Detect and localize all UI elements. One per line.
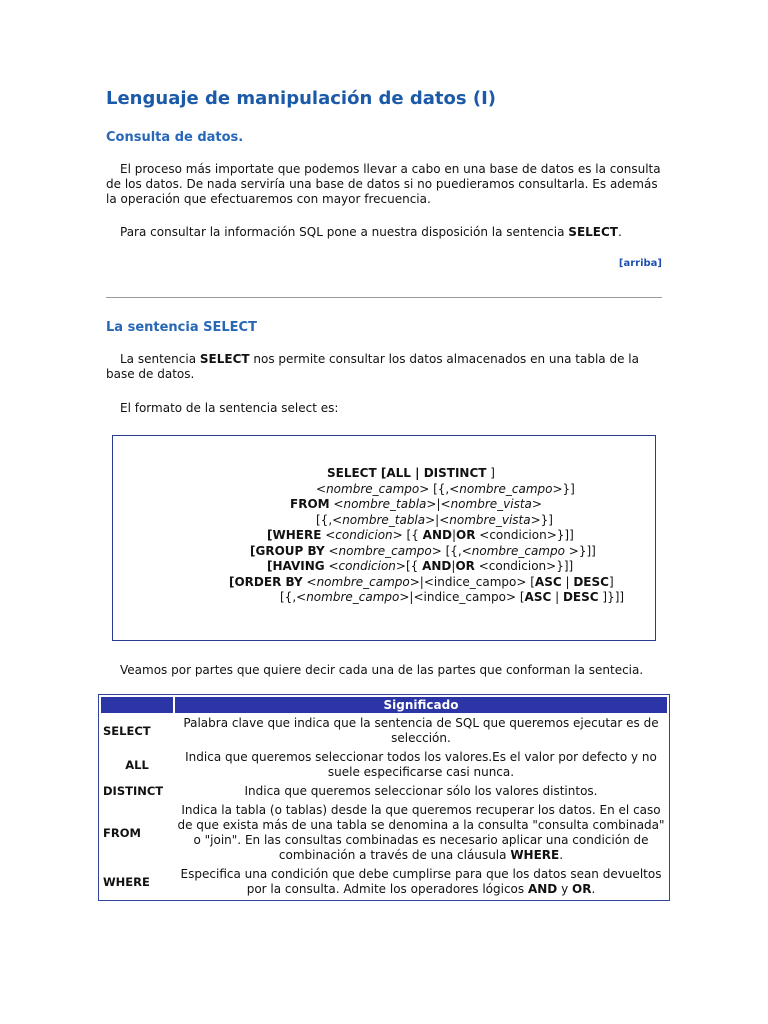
table-header-meaning: Significado bbox=[175, 697, 667, 713]
table-cell-keyword: WHERE bbox=[103, 874, 150, 889]
table-cell-keyword: DISTINCT bbox=[103, 784, 164, 798]
syntax-line-from: FROM <nombre_tabla>|<nombre_vista> bbox=[290, 497, 542, 511]
keyword-select: SELECT bbox=[568, 225, 618, 239]
page-title: Lenguaje de manipulación de datos (I) bbox=[106, 88, 497, 109]
meaning-table bbox=[98, 694, 670, 901]
paragraph-parts: Veamos por partes que quiere decir cada una de las partes que conforman la sentecia. bbox=[120, 663, 644, 677]
syntax-line-select: SELECT [ALL | DISTINCT ] bbox=[327, 466, 495, 480]
table-cell-keyword: ALL bbox=[125, 757, 149, 772]
table-header-row bbox=[101, 697, 667, 713]
paragraph-select-intro: Para consultar la información SQL pone a nuestra disposición la sentencia SELECT. bbox=[120, 225, 622, 239]
table-header-keyword bbox=[101, 697, 173, 713]
section-heading-consulta: Consulta de datos. bbox=[106, 130, 244, 145]
divider bbox=[106, 297, 662, 298]
table-cell-description: Indica que queremos seleccionar sólo los valores distintos. bbox=[244, 784, 598, 798]
syntax-line-having: [HAVING <condicion>[{ AND|OR <condicion>}]] bbox=[267, 559, 574, 573]
syntax-line-order-by: [ORDER BY <nombre_campo>|<indice_campo> [ASC | DESC] bbox=[229, 575, 614, 589]
back-to-top-link[interactable]: [arriba] bbox=[618, 258, 662, 269]
table-row bbox=[101, 802, 667, 864]
paragraph-intro: El proceso más importate que podemos llevar a cabo en una base de datos es la consulta de los datos. De nada serviría una base de datos si no puedieramos consultarla. Es además la operación que efectuaremos con mayor frecuencia. bbox=[106, 162, 661, 206]
syntax-box bbox=[112, 435, 656, 641]
table-row bbox=[101, 749, 667, 781]
syntax-line-order-more: [{,<nombre_campo>|<indice_campo> [ASC | DESC ]}]] bbox=[280, 590, 625, 604]
table-cell-description: Palabra clave que indica que la sentencia de SQL que queremos ejecutar es de selección. bbox=[183, 716, 659, 745]
table-row bbox=[101, 866, 667, 898]
syntax-line-fields: <nombre_campo> [{,<nombre_campo>}] bbox=[316, 482, 575, 496]
keyword-select: SELECT bbox=[199, 352, 250, 366]
paragraph-select-description: La sentencia SELECT nos permite consultar los datos almacenados en una tabla de la base de datos. bbox=[106, 352, 639, 381]
table-cell-description: Indica que queremos seleccionar todos los valores.Es el valor por defecto y no suele especificarse casi nunca. bbox=[185, 750, 657, 779]
table-cell-description: Indica la tabla (o tablas) desde la que queremos recuperar los datos. En el caso de que exista más de una tabla se denomina a la consulta "consulta combinada" o "join". En las consultas combinadas es necesario aplicar una condición de combinación a través de una cláusula WHERE. bbox=[177, 803, 665, 862]
syntax-line-where: [WHERE <condicion> [{ AND|OR <condicion>}]] bbox=[267, 528, 574, 542]
table-row bbox=[101, 783, 667, 800]
paragraph-format: El formato de la sentencia select es: bbox=[120, 401, 339, 415]
table-cell-keyword: FROM bbox=[103, 825, 141, 840]
table-cell-description: Especifica una condición que debe cumplirse para que los datos sean devueltos por la consulta. Admite los operadores lógicos AND y OR. bbox=[180, 867, 662, 896]
syntax-line-group-by: [GROUP BY <nombre_campo> [{,<nombre_campo >}]] bbox=[250, 544, 596, 558]
syntax-line-tables: [{,<nombre_tabla>|<nombre_vista>}] bbox=[316, 513, 553, 527]
table-row bbox=[101, 715, 667, 747]
table-cell-keyword: SELECT bbox=[103, 723, 151, 738]
section-heading-select: La sentencia SELECT bbox=[106, 320, 257, 335]
